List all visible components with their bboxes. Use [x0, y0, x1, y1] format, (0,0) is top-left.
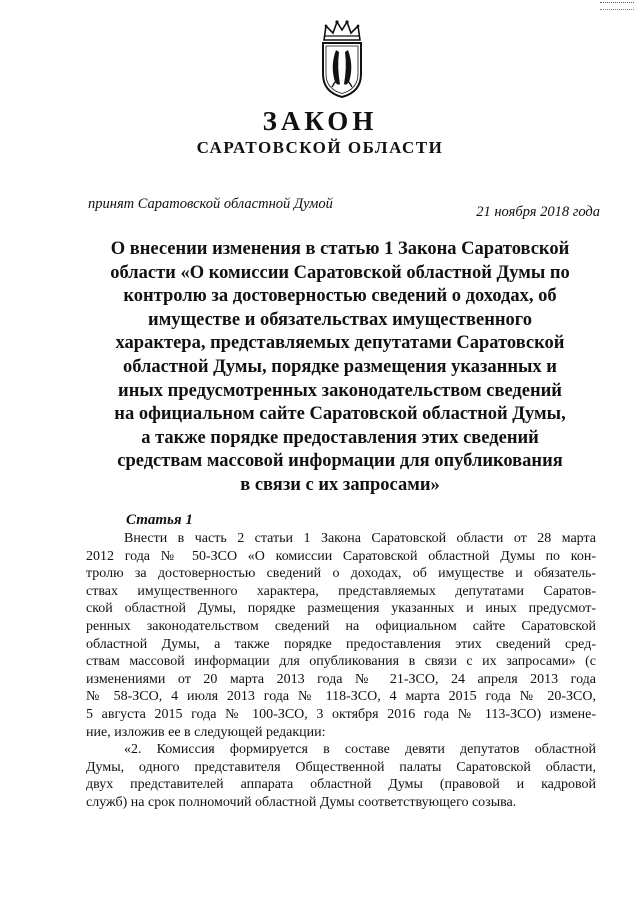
body-line: ствах имущественного характера, представляемых депутатами Саратов-: [86, 583, 596, 599]
body-line: 2012 года № 50-ЗСО «О комиссии Саратовской областной Думы по кон-: [86, 548, 596, 564]
heading-line: области «О комиссии Саратовской областной Думы по: [110, 262, 570, 283]
article-body: [86, 530, 596, 812]
heading-line: контролю за достоверностью сведений о доходах, об: [123, 286, 557, 307]
document-heading: [72, 238, 608, 498]
heading-line: а также порядке предоставления этих сведений: [141, 427, 539, 448]
body-line: изменениями от 20 марта 2013 года № 21-ЗСО, 24 апреля 2013 года: [86, 671, 596, 687]
body-line: Думы, одного представителя Общественной палаты Саратовской области,: [86, 759, 596, 775]
adopted-by: принят Саратовской областной Думой: [88, 196, 333, 212]
body-line: № 58-ЗСО, 4 июля 2013 года № 118-ЗСО, 4 марта 2015 года № 20-ЗСО,: [86, 689, 596, 705]
heading-line: имуществе и обязательствах имущественного: [148, 309, 532, 330]
region-title: САРАТОВСКОЙ ОБЛАСТИ: [196, 138, 444, 157]
body-line: 5 августа 2015 года № 100-ЗСО, 3 октября 2016 года № 113-ЗСО) измене-: [86, 706, 596, 722]
body-line: ствам массовой информации для опубликования в связи с их запросами» (с: [86, 654, 596, 670]
law-title: ЗАКОН: [262, 106, 378, 136]
heading-line: характера, представляемых депутатами Саратовской: [115, 333, 565, 354]
body-line: ние, изложив ее в следующей редакции:: [86, 724, 326, 740]
heading-line: на официальном сайте Саратовской областной Думы,: [114, 404, 566, 425]
body-line: Внести в часть 2 статьи 1 Закона Саратовской области от 28 марта: [124, 531, 596, 546]
body-line: тролю за достоверностью сведений о доходах, об имуществе и обязатель-: [86, 566, 596, 582]
body-line: областной Думы, а также порядке предоставления этих сведений сред-: [86, 636, 596, 652]
heading-line: областной Думы, порядке размещения указанных и: [123, 356, 557, 377]
heading-line: в связи с их запросами»: [240, 474, 440, 495]
heading-line: О внесении изменения в статью 1 Закона Саратовской: [110, 239, 570, 259]
body-line: «2. Комиссия формируется в составе девяти депутатов областной: [124, 742, 596, 758]
body-line: ской областной Думы, порядке размещения указанных и иных предусмот-: [86, 601, 596, 617]
scan-artifact: [600, 2, 634, 10]
adoption-date: 21 ноября 2018 года: [476, 204, 600, 220]
body-line: ренных законодательством сведений на официальном сайте Саратовской: [86, 618, 596, 634]
body-line: служб) на срок полномочий областной Думы соответствующего созыва.: [86, 794, 517, 810]
coat-of-arms-icon: [318, 18, 366, 98]
heading-line: иных предусмотренных законодательством сведений: [118, 380, 562, 401]
article-title: Статья 1: [126, 512, 193, 528]
heading-line: средствам массовой информации для опубликования: [117, 451, 563, 472]
body-line: двух представителей аппарата областной Думы (правовой и кадровой: [86, 777, 596, 793]
